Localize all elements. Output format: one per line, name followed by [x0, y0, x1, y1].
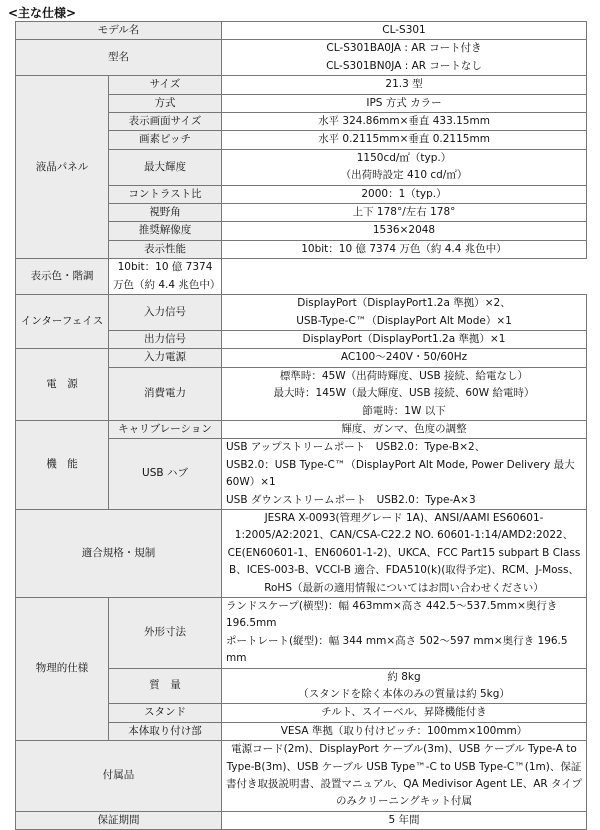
- row-accessories: [16, 741, 587, 812]
- value-weight: [222, 668, 587, 704]
- value-model-number: [222, 40, 587, 76]
- label-method: 方式: [109, 94, 222, 112]
- value-input-power: AC100～240V・50/60Hz: [222, 349, 587, 367]
- row-display-colors: [16, 259, 587, 295]
- value-standards: JESRA X-0093(管理グレード 1A)、ANSI/AAMI ES60601-1:2005/A2:2021、CAN/CSA-C22.2 NO. 60601-1:14/AMD2:2022、CE(EN60601-1、EN60601-1-2)、UKCA、FCC Part15 subpart B Class B、ICES-003-B、VCCI-B 適合、FDA510(k)(取得予定)、RCM、J-Moss、RoHS（最新の適用情報についてはお問い合わせください）: [222, 509, 587, 597]
- row-standards: [16, 509, 587, 597]
- value-display-colors: 10bit：10 億 7374 万色（約 4.4 兆色中）: [109, 259, 222, 295]
- label-power-consumption: 消費電力: [109, 367, 222, 420]
- label-power: 電 源: [16, 349, 109, 421]
- weight-line: （スタンドを除く本体のみの質量は約 5kg）: [298, 688, 510, 701]
- label-mount: 本体取り付け部: [109, 722, 222, 740]
- label-display-area: 表示画面サイズ: [109, 113, 222, 131]
- value-warranty: 5 年間: [222, 811, 587, 829]
- row-dimensions: [16, 598, 587, 669]
- label-accessories: 付属品: [16, 741, 222, 812]
- row-power-input: [16, 349, 587, 367]
- value-display-area: 水平 324.86mm×垂直 433.15mm: [222, 113, 587, 131]
- value-model-name: CL-S301: [222, 22, 587, 40]
- section-heading: <主な仕様>: [8, 6, 77, 20]
- usb-hub-line: USB アップストリームポート USB2.0：Type-B×2、: [226, 441, 486, 454]
- input-signal-line: USB-Type-C™（DisplayPort Alt Mode）×1: [296, 314, 512, 327]
- row-model-number: [16, 40, 587, 76]
- brightness-line: 1150cd/㎡（typ.）: [356, 151, 452, 164]
- value-size: 21.3 型: [222, 76, 587, 94]
- value-method: IPS 方式 カラー: [222, 94, 587, 112]
- label-model-name: モデル名: [16, 22, 222, 40]
- label-input-power: 入力電源: [109, 349, 222, 367]
- weight-line: 約 8kg: [387, 670, 421, 683]
- label-standards: 適合規格・規制: [16, 509, 222, 597]
- model-number-line: CL-S301BN0JA : AR コートなし: [326, 59, 482, 72]
- value-resolution: 1536×2048: [222, 222, 587, 240]
- label-stand: スタンド: [109, 704, 222, 722]
- label-model-number: 型名: [16, 40, 222, 76]
- value-power-consumption: [222, 367, 587, 420]
- row-lcd-size: [16, 76, 587, 94]
- label-max-brightness: 最大輝度: [109, 149, 222, 185]
- dimensions-portrait: ポートレート(縦型)：幅 344 mm×高さ 502～597 mm×奥行き 196.5 mm: [226, 634, 568, 665]
- label-interface: インターフェイス: [16, 295, 109, 349]
- label-resolution: 推奨解像度: [109, 222, 222, 240]
- value-mount: VESA 準拠（取り付けピッチ：100mm×100mm）: [222, 722, 587, 740]
- label-viewing-angle: 視野角: [109, 204, 222, 222]
- value-pixel-pitch: 水平 0.2115mm×垂直 0.2115mm: [222, 131, 587, 149]
- value-viewing-angle: 上下 178°/左右 178°: [222, 204, 587, 222]
- row-calibration: [16, 420, 587, 438]
- brightness-line: （出荷時設定 410 cd/㎡）: [340, 169, 468, 182]
- label-warranty: 保証期間: [16, 811, 222, 829]
- consumption-line: 最大時：145W（最大輝度、USB 接続、60W 給電時）: [273, 387, 535, 400]
- usb-hub-line: USB2.0：USB Type-C™（DisplayPort Alt Mode, Power Delivery 最大 60W）×1: [226, 458, 575, 489]
- row-model-name: [16, 22, 587, 40]
- row-warranty: [16, 811, 587, 829]
- label-output-signal: 出力信号: [109, 330, 222, 348]
- spec-table: [15, 21, 587, 830]
- row-interface-input: [16, 295, 587, 331]
- label-physical: 物理的仕様: [16, 598, 109, 741]
- consumption-line: 節電時：1W 以下: [362, 404, 446, 417]
- value-max-brightness: [222, 149, 587, 185]
- dimensions-landscape: ランドスケープ(横型)：幅 463mm×高さ 442.5～537.5mm×奥行き 196.5mm: [226, 600, 558, 630]
- model-number-line: CL-S301BA0JA : AR コート付き: [326, 42, 482, 55]
- consumption-line: 標準時：45W（出荷時輝度、USB 接続、給電なし）: [279, 369, 529, 382]
- label-weight: 質 量: [109, 668, 222, 704]
- value-contrast: 2000：1（typ.）: [222, 185, 587, 203]
- value-usb-hub: [222, 439, 587, 510]
- value-calibration: 輝度、ガンマ、色度の調整: [222, 420, 587, 438]
- label-contrast: コントラスト比: [109, 185, 222, 203]
- label-size: サイズ: [109, 76, 222, 94]
- label-usb-hub: USB ハブ: [109, 439, 222, 510]
- usb-hub-line: USB ダウンストリームポート USB2.0：Type-A×3: [226, 493, 476, 506]
- value-dimensions: [222, 598, 587, 669]
- value-input-signal: [222, 295, 587, 331]
- label-lcd-panel: 液晶パネル: [16, 76, 109, 259]
- label-dimensions: 外形寸法: [109, 598, 222, 669]
- input-signal-line: DisplayPort（DisplayPort1.2a 準拠）×2、: [297, 297, 511, 310]
- label-display-colors: 表示色・階調: [16, 259, 109, 295]
- label-pixel-pitch: 画素ピッチ: [109, 131, 222, 149]
- label-display-performance: 表示性能: [109, 240, 222, 258]
- value-display-performance: 10bit：10 億 7374 万色（約 4.4 兆色中）: [222, 240, 587, 258]
- value-accessories: 電源コード(2m)、DisplayPort ケーブル(3m)、USB ケーブル Type-A to Type-B(3m)、USB ケーブル USB Type™-C to USB Type-C™(1m)、保証書付き取扱説明書、設置マニュアル、QA Medivisor Agent LE、AR タイプのみクリーニングキット付属: [222, 741, 587, 812]
- value-stand: チルト、スイーベル、昇降機能付き: [222, 704, 587, 722]
- value-output-signal: DisplayPort（DisplayPort1.2a 準拠）×1: [222, 330, 587, 348]
- label-features: 機 能: [16, 420, 109, 509]
- label-calibration: キャリブレーション: [109, 420, 222, 438]
- label-input-signal: 入力信号: [109, 295, 222, 331]
